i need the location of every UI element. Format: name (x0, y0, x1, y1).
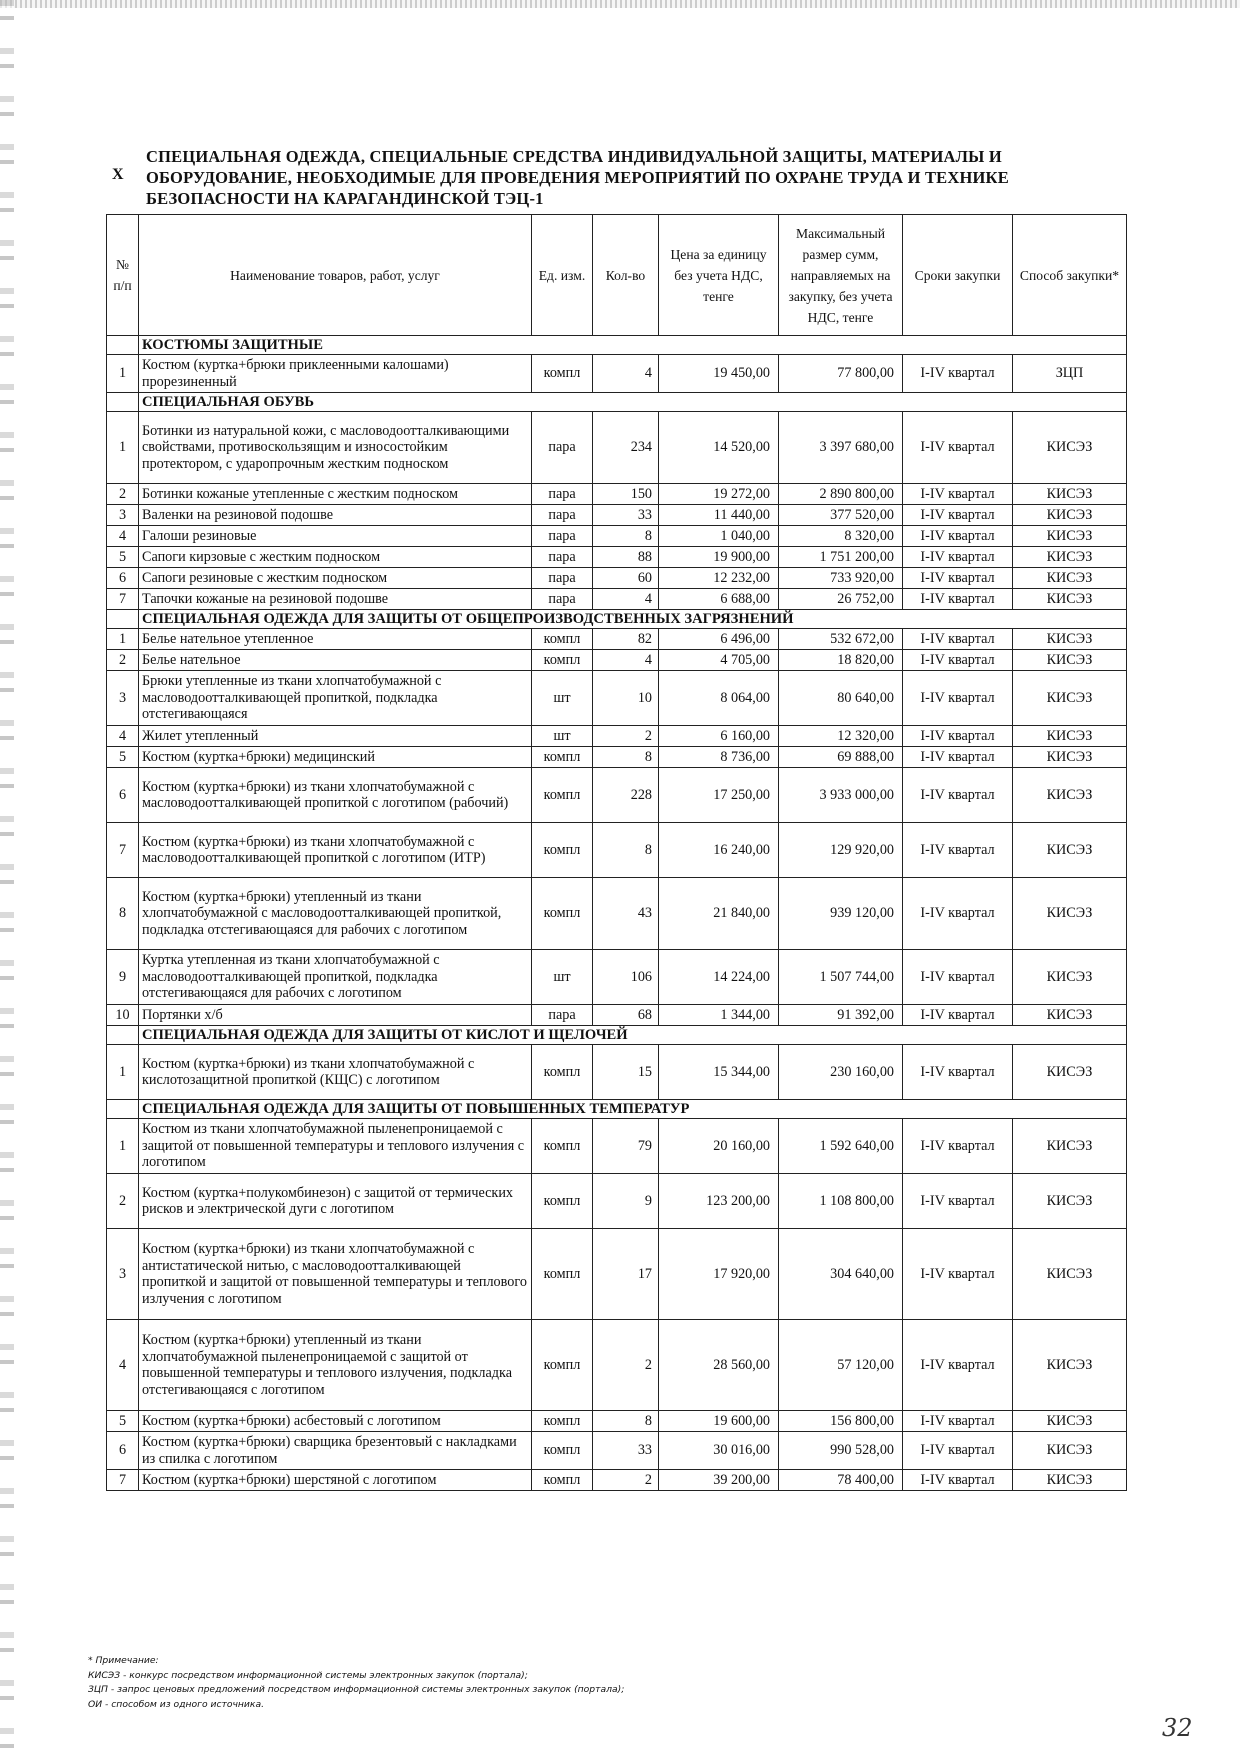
unit-cell: шт (532, 726, 593, 747)
table-row (107, 1411, 1127, 1432)
item-name: Костюм (куртка+брюки приклеенными калошами) прорезиненный (139, 355, 532, 393)
item-name: Сапоги кирзовые с жестким подноском (139, 547, 532, 568)
unit-cell: компл (532, 1470, 593, 1491)
procurement-method-cell: КИСЭЗ (1013, 747, 1127, 768)
table-row (107, 950, 1127, 1005)
row-number: 3 (107, 671, 139, 726)
quantity-cell: 60 (593, 568, 659, 589)
unit-cell: компл (532, 355, 593, 393)
unit-price-cell: 21 840,00 (659, 878, 779, 950)
table-row (107, 547, 1127, 568)
row-number: 8 (107, 878, 139, 950)
unit-cell: компл (532, 768, 593, 823)
row-number: 1 (107, 412, 139, 484)
row-number: 2 (107, 484, 139, 505)
header-name: Наименование товаров, работ, услуг (139, 215, 532, 336)
row-number: 1 (107, 1119, 139, 1174)
total-amount-cell: 939 120,00 (779, 878, 903, 950)
row-number: 5 (107, 547, 139, 568)
footnotes (88, 1654, 988, 1712)
quantity-cell: 8 (593, 526, 659, 547)
unit-cell: компл (532, 747, 593, 768)
procurement-term-cell: I-IV квартал (903, 547, 1013, 568)
row-number: 7 (107, 589, 139, 610)
row-number: 4 (107, 726, 139, 747)
table-row (107, 823, 1127, 878)
unit-price-cell: 12 232,00 (659, 568, 779, 589)
total-amount-cell: 1 108 800,00 (779, 1174, 903, 1229)
procurement-term-cell: I-IV квартал (903, 629, 1013, 650)
unit-price-cell: 6 160,00 (659, 726, 779, 747)
table-row (107, 412, 1127, 484)
unit-cell: компл (532, 629, 593, 650)
footnote-title: * Примечание: (88, 1655, 159, 1666)
row-number: 6 (107, 568, 139, 589)
item-name: Костюм (куртка+брюки) из ткани хлопчатобумажной с антистатической нитью, с масловодоотталкивающей пропиткой и защитой от повышенной температуры и теплового излучения с логотипом (139, 1229, 532, 1320)
footnote-zcp: ЗЦП - запрос ценовых предложений посредством информационной системы электронных закупок (портала); (88, 1684, 625, 1695)
procurement-method-cell: КИСЭЗ (1013, 950, 1127, 1005)
procurement-method-cell: КИСЭЗ (1013, 1470, 1127, 1491)
section-title: СПЕЦИАЛЬНАЯ ОДЕЖДА ДЛЯ ЗАЩИТЫ ОТ ОБЩЕПРОИЗВОДСТВЕННЫХ ЗАГРЯЗНЕНИЙ (139, 610, 1127, 629)
unit-price-cell: 11 440,00 (659, 505, 779, 526)
section-number-cell (107, 610, 139, 629)
table-row (107, 629, 1127, 650)
procurement-method-cell: КИСЭЗ (1013, 1320, 1127, 1411)
table-row (107, 505, 1127, 526)
row-number: 5 (107, 747, 139, 768)
header-method: Способ закупки* (1013, 215, 1127, 336)
procurement-table (106, 214, 1127, 1491)
unit-cell: пара (532, 484, 593, 505)
section-title: СПЕЦИАЛЬНАЯ ОДЕЖДА ДЛЯ ЗАЩИТЫ ОТ КИСЛОТ И ЩЕЛОЧЕЙ (139, 1026, 1127, 1045)
unit-cell: пара (532, 505, 593, 526)
table-row (107, 568, 1127, 589)
procurement-method-cell: КИСЭЗ (1013, 726, 1127, 747)
unit-price-cell: 8 064,00 (659, 671, 779, 726)
procurement-method-cell: КИСЭЗ (1013, 526, 1127, 547)
unit-cell: компл (532, 878, 593, 950)
total-amount-cell: 1 592 640,00 (779, 1119, 903, 1174)
row-number: 4 (107, 1320, 139, 1411)
table-row (107, 671, 1127, 726)
row-number: 1 (107, 629, 139, 650)
item-name: Костюм (куртка+брюки) утепленный из ткани хлопчатобумажной пыленепроницаемой с защитой от повышенной температуры и теплового излучения, подкладка отстегивающаяся с логотипом (139, 1320, 532, 1411)
procurement-term-cell: I-IV квартал (903, 878, 1013, 950)
unit-cell: компл (532, 1045, 593, 1100)
unit-price-cell: 14 520,00 (659, 412, 779, 484)
item-name: Портянки х/б (139, 1005, 532, 1026)
quantity-cell: 8 (593, 823, 659, 878)
total-amount-cell: 3 397 680,00 (779, 412, 903, 484)
header-total: Максимальный размер сумм, направляемых на закупку, без учета НДС, тенге (779, 215, 903, 336)
item-name: Костюм (куртка+полукомбинезон) с защитой от термических рисков и электрической дуги с логотипом (139, 1174, 532, 1229)
procurement-term-cell: I-IV квартал (903, 526, 1013, 547)
unit-price-cell: 14 224,00 (659, 950, 779, 1005)
quantity-cell: 9 (593, 1174, 659, 1229)
total-amount-cell: 78 400,00 (779, 1470, 903, 1491)
row-number: 6 (107, 768, 139, 823)
item-name: Костюм (куртка+брюки) из ткани хлопчатобумажной с масловодоотталкивающей пропиткой с логотипом (рабочий) (139, 768, 532, 823)
table-row (107, 747, 1127, 768)
procurement-method-cell: КИСЭЗ (1013, 1229, 1127, 1320)
item-name: Костюм (куртка+брюки) сварщика брезентовый с накладками из спилка с логотипом (139, 1432, 532, 1470)
row-number: 7 (107, 823, 139, 878)
row-number: 5 (107, 1411, 139, 1432)
unit-cell: пара (532, 526, 593, 547)
item-name: Брюки утепленные из ткани хлопчатобумажной с масловодоотталкивающей пропиткой, подкладка отстегивающаяся (139, 671, 532, 726)
unit-price-cell: 123 200,00 (659, 1174, 779, 1229)
unit-cell: пара (532, 589, 593, 610)
procurement-method-cell: КИСЭЗ (1013, 589, 1127, 610)
quantity-cell: 8 (593, 1411, 659, 1432)
item-name: Костюм (куртка+брюки) шерстяной с логотипом (139, 1470, 532, 1491)
row-number: 1 (107, 355, 139, 393)
procurement-term-cell: I-IV квартал (903, 1411, 1013, 1432)
quantity-cell: 15 (593, 1045, 659, 1100)
section-number-cell (107, 1100, 139, 1119)
footnote-kisez: КИСЭЗ - конкурс посредством информационной системы электронных закупок (портала); (88, 1669, 528, 1681)
unit-cell: пара (532, 412, 593, 484)
quantity-cell: 10 (593, 671, 659, 726)
row-number: 2 (107, 1174, 139, 1229)
procurement-term-cell: I-IV квартал (903, 1005, 1013, 1026)
total-amount-cell: 26 752,00 (779, 589, 903, 610)
total-amount-cell: 3 933 000,00 (779, 768, 903, 823)
scan-binding-edge (0, 0, 14, 1753)
total-amount-cell: 77 800,00 (779, 355, 903, 393)
quantity-cell: 4 (593, 650, 659, 671)
unit-cell: пара (532, 568, 593, 589)
unit-price-cell: 6 688,00 (659, 589, 779, 610)
table-row (107, 484, 1127, 505)
footnote-oi: ОИ - способом из одного источника. (88, 1698, 264, 1710)
unit-cell: компл (532, 1320, 593, 1411)
procurement-method-cell: КИСЭЗ (1013, 547, 1127, 568)
header-price: Цена за единицу без учета НДС, тенге (659, 215, 779, 336)
unit-price-cell: 1 344,00 (659, 1005, 779, 1026)
section-number-cell (107, 1026, 139, 1045)
unit-price-cell: 30 016,00 (659, 1432, 779, 1470)
section-row (107, 610, 1127, 629)
item-name: Ботинки кожаные утепленные с жестким подноском (139, 484, 532, 505)
item-name: Костюм (куртка+брюки) асбестовый с логотипом (139, 1411, 532, 1432)
unit-price-cell: 4 705,00 (659, 650, 779, 671)
unit-cell: пара (532, 547, 593, 568)
procurement-term-cell: I-IV квартал (903, 412, 1013, 484)
quantity-cell: 33 (593, 1432, 659, 1470)
item-name: Тапочки кожаные на резиновой подошве (139, 589, 532, 610)
unit-cell: компл (532, 1174, 593, 1229)
quantity-cell: 17 (593, 1229, 659, 1320)
table-row (107, 768, 1127, 823)
unit-price-cell: 15 344,00 (659, 1045, 779, 1100)
unit-price-cell: 8 736,00 (659, 747, 779, 768)
table-row (107, 650, 1127, 671)
procurement-term-cell: I-IV квартал (903, 650, 1013, 671)
procurement-method-cell: КИСЭЗ (1013, 1045, 1127, 1100)
quantity-cell: 33 (593, 505, 659, 526)
total-amount-cell: 377 520,00 (779, 505, 903, 526)
procurement-term-cell: I-IV квартал (903, 1432, 1013, 1470)
table-row (107, 1174, 1127, 1229)
unit-cell: компл (532, 1411, 593, 1432)
procurement-term-cell: I-IV квартал (903, 505, 1013, 526)
total-amount-cell: 91 392,00 (779, 1005, 903, 1026)
header-term: Сроки закупки (903, 215, 1013, 336)
procurement-term-cell: I-IV квартал (903, 1119, 1013, 1174)
unit-price-cell: 28 560,00 (659, 1320, 779, 1411)
total-amount-cell: 1 751 200,00 (779, 547, 903, 568)
item-name: Белье нательное (139, 650, 532, 671)
item-name: Костюм (куртка+брюки) из ткани хлопчатобумажной с кислотозащитной пропиткой (КЩС) с логотипом (139, 1045, 532, 1100)
procurement-method-cell: ЗЦП (1013, 355, 1127, 393)
quantity-cell: 150 (593, 484, 659, 505)
item-name: Белье нательное утепленное (139, 629, 532, 650)
table-row (107, 526, 1127, 547)
total-amount-cell: 57 120,00 (779, 1320, 903, 1411)
table-row (107, 589, 1127, 610)
x-mark: Х (112, 166, 124, 183)
unit-price-cell: 16 240,00 (659, 823, 779, 878)
row-number: 1 (107, 1045, 139, 1100)
procurement-method-cell: КИСЭЗ (1013, 568, 1127, 589)
procurement-term-cell: I-IV квартал (903, 726, 1013, 747)
row-number: 4 (107, 526, 139, 547)
row-number: 9 (107, 950, 139, 1005)
unit-cell: компл (532, 1119, 593, 1174)
table-row (107, 1470, 1127, 1491)
unit-cell: компл (532, 1432, 593, 1470)
procurement-term-cell: I-IV квартал (903, 589, 1013, 610)
row-number: 3 (107, 505, 139, 526)
quantity-cell: 4 (593, 355, 659, 393)
item-name: Жилет утепленный (139, 726, 532, 747)
procurement-term-cell: I-IV квартал (903, 1470, 1013, 1491)
section-row (107, 336, 1127, 355)
quantity-cell: 4 (593, 589, 659, 610)
procurement-method-cell: КИСЭЗ (1013, 629, 1127, 650)
quantity-cell: 82 (593, 629, 659, 650)
row-number: 2 (107, 650, 139, 671)
unit-price-cell: 17 920,00 (659, 1229, 779, 1320)
procurement-term-cell: I-IV квартал (903, 1320, 1013, 1411)
table-row (107, 1320, 1127, 1411)
section-row (107, 393, 1127, 412)
item-name: Галоши резиновые (139, 526, 532, 547)
procurement-method-cell: КИСЭЗ (1013, 412, 1127, 484)
procurement-method-cell: КИСЭЗ (1013, 650, 1127, 671)
unit-price-cell: 19 600,00 (659, 1411, 779, 1432)
row-number: 3 (107, 1229, 139, 1320)
quantity-cell: 106 (593, 950, 659, 1005)
header-unit: Ед. изм. (532, 215, 593, 336)
procurement-method-cell: КИСЭЗ (1013, 484, 1127, 505)
unit-price-cell: 6 496,00 (659, 629, 779, 650)
section-row (107, 1026, 1127, 1045)
unit-cell: компл (532, 823, 593, 878)
scan-top-edge (0, 0, 1240, 8)
unit-price-cell: 17 250,00 (659, 768, 779, 823)
section-number-cell (107, 393, 139, 412)
unit-price-cell: 20 160,00 (659, 1119, 779, 1174)
total-amount-cell: 18 820,00 (779, 650, 903, 671)
section-title: КОСТЮМЫ ЗАЩИТНЫЕ (139, 336, 1127, 355)
document-title: СПЕЦИАЛЬНАЯ ОДЕЖДА, СПЕЦИАЛЬНЫЕ СРЕДСТВА ИНДИВИДУАЛЬНОЙ ЗАЩИТЫ, МАТЕРИАЛЫ И ОБОРУДОВАНИЕ, НЕОБХОДИМЫЕ ДЛЯ ПРОВЕДЕНИЯ МЕРОПРИЯТИЙ ПО ОХРАНЕ ТРУДА И ТЕХНИКЕ БЕЗОПАСНОСТИ НА КАРАГАНДИНСКОЙ ТЭЦ-1 (146, 147, 1009, 208)
procurement-method-cell: КИСЭЗ (1013, 878, 1127, 950)
total-amount-cell: 8 320,00 (779, 526, 903, 547)
unit-price-cell: 39 200,00 (659, 1470, 779, 1491)
header-qty: Кол-во (593, 215, 659, 336)
procurement-method-cell: КИСЭЗ (1013, 671, 1127, 726)
section-title: СПЕЦИАЛЬНАЯ ОДЕЖДА ДЛЯ ЗАЩИТЫ ОТ ПОВЫШЕННЫХ ТЕМПЕРАТУР (139, 1100, 1127, 1119)
table-row (107, 1005, 1127, 1026)
item-name: Сапоги резиновые с жестким подноском (139, 568, 532, 589)
procurement-term-cell: I-IV квартал (903, 1229, 1013, 1320)
table-row (107, 878, 1127, 950)
table-row (107, 1432, 1127, 1470)
unit-price-cell: 19 900,00 (659, 547, 779, 568)
quantity-cell: 88 (593, 547, 659, 568)
procurement-method-cell: КИСЭЗ (1013, 1432, 1127, 1470)
procurement-term-cell: I-IV квартал (903, 747, 1013, 768)
item-name: Ботинки из натуральной кожи, с масловодоотталкивающими свойствами, противоскользящим и износостойким протектором, с ударопрочным жестким подноском (139, 412, 532, 484)
quantity-cell: 8 (593, 747, 659, 768)
total-amount-cell: 80 640,00 (779, 671, 903, 726)
row-number: 6 (107, 1432, 139, 1470)
total-amount-cell: 532 672,00 (779, 629, 903, 650)
procurement-term-cell: I-IV квартал (903, 823, 1013, 878)
quantity-cell: 234 (593, 412, 659, 484)
procurement-term-cell: I-IV квартал (903, 355, 1013, 393)
row-number: 7 (107, 1470, 139, 1491)
procurement-term-cell: I-IV квартал (903, 1045, 1013, 1100)
section-row (107, 1100, 1127, 1119)
item-name: Костюм (куртка+брюки) медицинский (139, 747, 532, 768)
procurement-method-cell: КИСЭЗ (1013, 1174, 1127, 1229)
quantity-cell: 2 (593, 1320, 659, 1411)
table-row (107, 726, 1127, 747)
procurement-term-cell: I-IV квартал (903, 568, 1013, 589)
unit-price-cell: 19 450,00 (659, 355, 779, 393)
total-amount-cell: 69 888,00 (779, 747, 903, 768)
table-body (107, 336, 1127, 1491)
section-title: СПЕЦИАЛЬНАЯ ОБУВЬ (139, 393, 1127, 412)
total-amount-cell: 156 800,00 (779, 1411, 903, 1432)
unit-price-cell: 19 272,00 (659, 484, 779, 505)
table-header-row (107, 215, 1127, 336)
procurement-method-cell: КИСЭЗ (1013, 823, 1127, 878)
quantity-cell: 2 (593, 1470, 659, 1491)
item-name: Валенки на резиновой подошве (139, 505, 532, 526)
procurement-term-cell: I-IV квартал (903, 950, 1013, 1005)
unit-cell: шт (532, 671, 593, 726)
procurement-term-cell: I-IV квартал (903, 484, 1013, 505)
quantity-cell: 68 (593, 1005, 659, 1026)
procurement-method-cell: КИСЭЗ (1013, 768, 1127, 823)
procurement-term-cell: I-IV квартал (903, 768, 1013, 823)
item-name: Костюм (куртка+брюки) из ткани хлопчатобумажной с масловодоотталкивающей пропиткой с логотипом (ИТР) (139, 823, 532, 878)
total-amount-cell: 230 160,00 (779, 1045, 903, 1100)
quantity-cell: 228 (593, 768, 659, 823)
table-row (107, 1119, 1127, 1174)
quantity-cell: 2 (593, 726, 659, 747)
total-amount-cell: 12 320,00 (779, 726, 903, 747)
procurement-term-cell: I-IV квартал (903, 671, 1013, 726)
total-amount-cell: 304 640,00 (779, 1229, 903, 1320)
total-amount-cell: 1 507 744,00 (779, 950, 903, 1005)
unit-price-cell: 1 040,00 (659, 526, 779, 547)
table-row (107, 355, 1127, 393)
procurement-term-cell: I-IV квартал (903, 1174, 1013, 1229)
procurement-method-cell: КИСЭЗ (1013, 505, 1127, 526)
unit-cell: шт (532, 950, 593, 1005)
unit-cell: компл (532, 1229, 593, 1320)
unit-cell: компл (532, 650, 593, 671)
total-amount-cell: 129 920,00 (779, 823, 903, 878)
item-name: Костюм (куртка+брюки) утепленный из ткани хлопчатобумажной с масловодоотталкивающей пропиткой, подкладка отстегивающаяся для рабочих с логотипом (139, 878, 532, 950)
quantity-cell: 79 (593, 1119, 659, 1174)
row-number: 10 (107, 1005, 139, 1026)
quantity-cell: 43 (593, 878, 659, 950)
header-no: № п/п (107, 215, 139, 336)
total-amount-cell: 990 528,00 (779, 1432, 903, 1470)
procurement-method-cell: КИСЭЗ (1013, 1119, 1127, 1174)
procurement-method-cell: КИСЭЗ (1013, 1411, 1127, 1432)
item-name: Куртка утепленная из ткани хлопчатобумажной с масловодоотталкивающей пропиткой, подкладка отстегивающаяся для рабочих с логотипом (139, 950, 532, 1005)
unit-cell: пара (532, 1005, 593, 1026)
procurement-method-cell: КИСЭЗ (1013, 1005, 1127, 1026)
item-name: Костюм из ткани хлопчатобумажной пыленепроницаемой с защитой от повышенной температуры и теплового излучения с логотипом (139, 1119, 532, 1174)
page-number: 32 (1162, 1714, 1193, 1742)
total-amount-cell: 733 920,00 (779, 568, 903, 589)
table-row (107, 1229, 1127, 1320)
section-number-cell (107, 336, 139, 355)
table-row (107, 1045, 1127, 1100)
total-amount-cell: 2 890 800,00 (779, 484, 903, 505)
